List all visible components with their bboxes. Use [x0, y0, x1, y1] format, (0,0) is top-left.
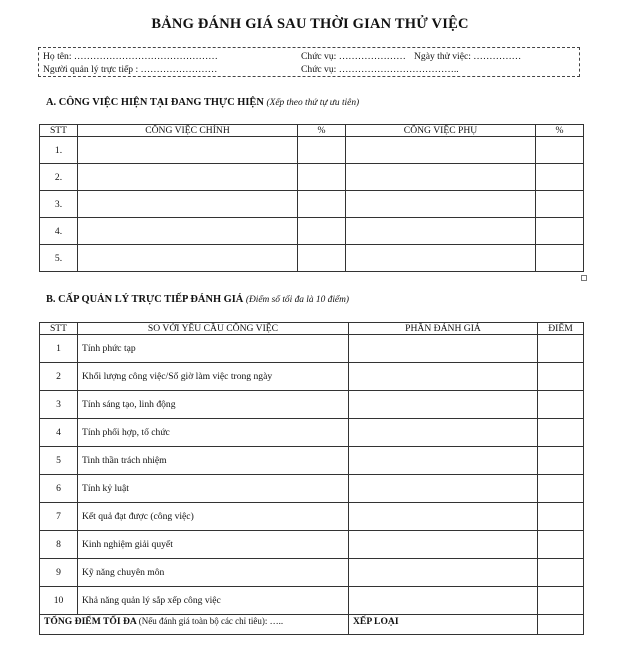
page-title: BẢNG ĐÁNH GIÁ SAU THỜI GIAN THỬ VIỆC [151, 16, 469, 32]
sub-percent-cell[interactable] [536, 218, 584, 245]
table-row [40, 475, 584, 503]
row-number: 1 [40, 335, 78, 363]
col-header-score: ĐIỂM [538, 323, 584, 335]
assessment-cell[interactable] [349, 587, 538, 615]
row-number: 1. [40, 137, 78, 164]
table-row [40, 137, 584, 164]
assessment-cell[interactable] [349, 475, 538, 503]
total-row [40, 615, 584, 635]
section-b-title: B. CẤP QUẢN LÝ TRỰC TIẾP ĐÁNH GIÁ [46, 294, 244, 305]
section-b-heading [46, 294, 349, 305]
criterion-label: Kinh nghiệm giải quyết [78, 531, 349, 559]
criterion-label: Khối lượng công việc/Số giờ làm việc trong ngày [78, 363, 349, 391]
col-header-assessment: PHẦN ĐÁNH GIÁ [349, 323, 538, 335]
score-cell[interactable] [538, 531, 584, 559]
sub-work-cell[interactable] [346, 164, 536, 191]
assessment-cell[interactable] [349, 447, 538, 475]
section-a-heading [46, 97, 359, 108]
table-row [40, 531, 584, 559]
main-percent-cell[interactable] [298, 164, 346, 191]
criterion-label: Kỹ năng chuyên môn [78, 559, 349, 587]
score-cell[interactable] [538, 503, 584, 531]
criterion-label: Tính phối hợp, tổ chức [78, 419, 349, 447]
criterion-label: Kết quả đạt được (công việc) [78, 503, 349, 531]
score-cell[interactable] [538, 587, 584, 615]
table-resize-handle[interactable] [581, 275, 587, 281]
row-number: 8 [40, 531, 78, 559]
row-number: 6 [40, 475, 78, 503]
sub-percent-cell[interactable] [536, 137, 584, 164]
manager-name-field[interactable]: Người quản lý trực tiếp : …………………… [43, 64, 218, 75]
row-number: 5 [40, 447, 78, 475]
manager-position-field[interactable]: Chức vụ: ……………………………….. [301, 64, 459, 75]
table-row [40, 164, 584, 191]
main-work-cell[interactable] [78, 164, 298, 191]
table-row [40, 447, 584, 475]
score-cell[interactable] [538, 419, 584, 447]
total-score-cell[interactable] [40, 615, 349, 635]
assessment-cell[interactable] [349, 335, 538, 363]
main-percent-cell[interactable] [298, 191, 346, 218]
rank-cell[interactable] [349, 615, 538, 635]
assessment-cell[interactable] [349, 363, 538, 391]
table-row [40, 363, 584, 391]
sub-work-cell[interactable] [346, 245, 536, 272]
score-cell[interactable] [538, 559, 584, 587]
row-number: 2. [40, 164, 78, 191]
table-row [40, 245, 584, 272]
table-row [40, 335, 584, 363]
table-row [40, 419, 584, 447]
sub-percent-cell[interactable] [536, 245, 584, 272]
score-cell[interactable] [538, 391, 584, 419]
sub-percent-cell[interactable] [536, 191, 584, 218]
col-header-sub-work: CÔNG VIỆC PHỤ [346, 125, 536, 137]
main-percent-cell[interactable] [298, 137, 346, 164]
manager-evaluation-table [39, 322, 584, 635]
table-header-row [40, 323, 584, 335]
assessment-cell[interactable] [349, 419, 538, 447]
main-work-cell[interactable] [78, 218, 298, 245]
probation-date-field[interactable]: Ngày thử việc: …………… [414, 51, 522, 62]
current-work-table [39, 124, 584, 272]
col-header-main-work: CÔNG VIỆC CHÍNH [78, 125, 298, 137]
score-cell[interactable] [538, 447, 584, 475]
row-number: 3. [40, 191, 78, 218]
row-number: 5. [40, 245, 78, 272]
assessment-cell[interactable] [349, 559, 538, 587]
criterion-label: Khả năng quản lý sắp xếp công việc [78, 587, 349, 615]
rank-value-cell[interactable] [538, 615, 584, 635]
section-a-title: A. CÔNG VIỆC HIỆN TẠI ĐANG THỰC HIỆN [46, 97, 264, 108]
sub-work-cell[interactable] [346, 191, 536, 218]
sub-percent-cell[interactable] [536, 164, 584, 191]
col-header-criteria: SO VỚI YÊU CẦU CÔNG VIỆC [78, 323, 349, 335]
criterion-label: Tính kỷ luật [78, 475, 349, 503]
col-header-main-percent: % [298, 125, 346, 137]
employee-info-box [38, 47, 580, 77]
main-work-cell[interactable] [78, 245, 298, 272]
total-score-label: TỔNG ĐIỂM TỐI ĐA [44, 616, 137, 627]
score-cell[interactable] [538, 363, 584, 391]
row-number: 10 [40, 587, 78, 615]
row-number: 3 [40, 391, 78, 419]
section-a-note: (Xếp theo thứ tự ưu tiên) [266, 98, 360, 108]
assessment-cell[interactable] [349, 503, 538, 531]
table-row [40, 218, 584, 245]
main-work-cell[interactable] [78, 137, 298, 164]
criterion-label: Tính sáng tạo, linh động [78, 391, 349, 419]
table-row [40, 391, 584, 419]
col-header-sub-percent: % [536, 125, 584, 137]
table-row [40, 559, 584, 587]
main-work-cell[interactable] [78, 191, 298, 218]
table-header-row [40, 125, 584, 137]
score-cell[interactable] [538, 475, 584, 503]
employee-name-field[interactable]: Họ tên: ……………………………………… [43, 51, 218, 62]
employee-position-field[interactable]: Chức vụ: ………………… [301, 51, 406, 62]
sub-work-cell[interactable] [346, 137, 536, 164]
row-number: 4 [40, 419, 78, 447]
main-percent-cell[interactable] [298, 245, 346, 272]
score-cell[interactable] [538, 335, 584, 363]
sub-work-cell[interactable] [346, 218, 536, 245]
table-row [40, 587, 584, 615]
row-number: 9 [40, 559, 78, 587]
assessment-cell[interactable] [349, 391, 538, 419]
rank-label: XẾP LOẠI [353, 616, 399, 627]
row-number: 7 [40, 503, 78, 531]
col-header-stt: STT [40, 323, 78, 335]
row-number: 4. [40, 218, 78, 245]
table-row [40, 191, 584, 218]
row-number: 2 [40, 363, 78, 391]
assessment-cell[interactable] [349, 531, 538, 559]
col-header-stt: STT [40, 125, 78, 137]
criterion-label: Tinh thần trách nhiệm [78, 447, 349, 475]
criterion-label: Tính phức tạp [78, 335, 349, 363]
main-percent-cell[interactable] [298, 218, 346, 245]
total-score-note: (Nếu đánh giá toàn bộ các chỉ tiêu): ….. [138, 616, 284, 626]
section-b-note: (Điểm số tối đa là 10 điểm) [245, 295, 349, 305]
table-row [40, 503, 584, 531]
